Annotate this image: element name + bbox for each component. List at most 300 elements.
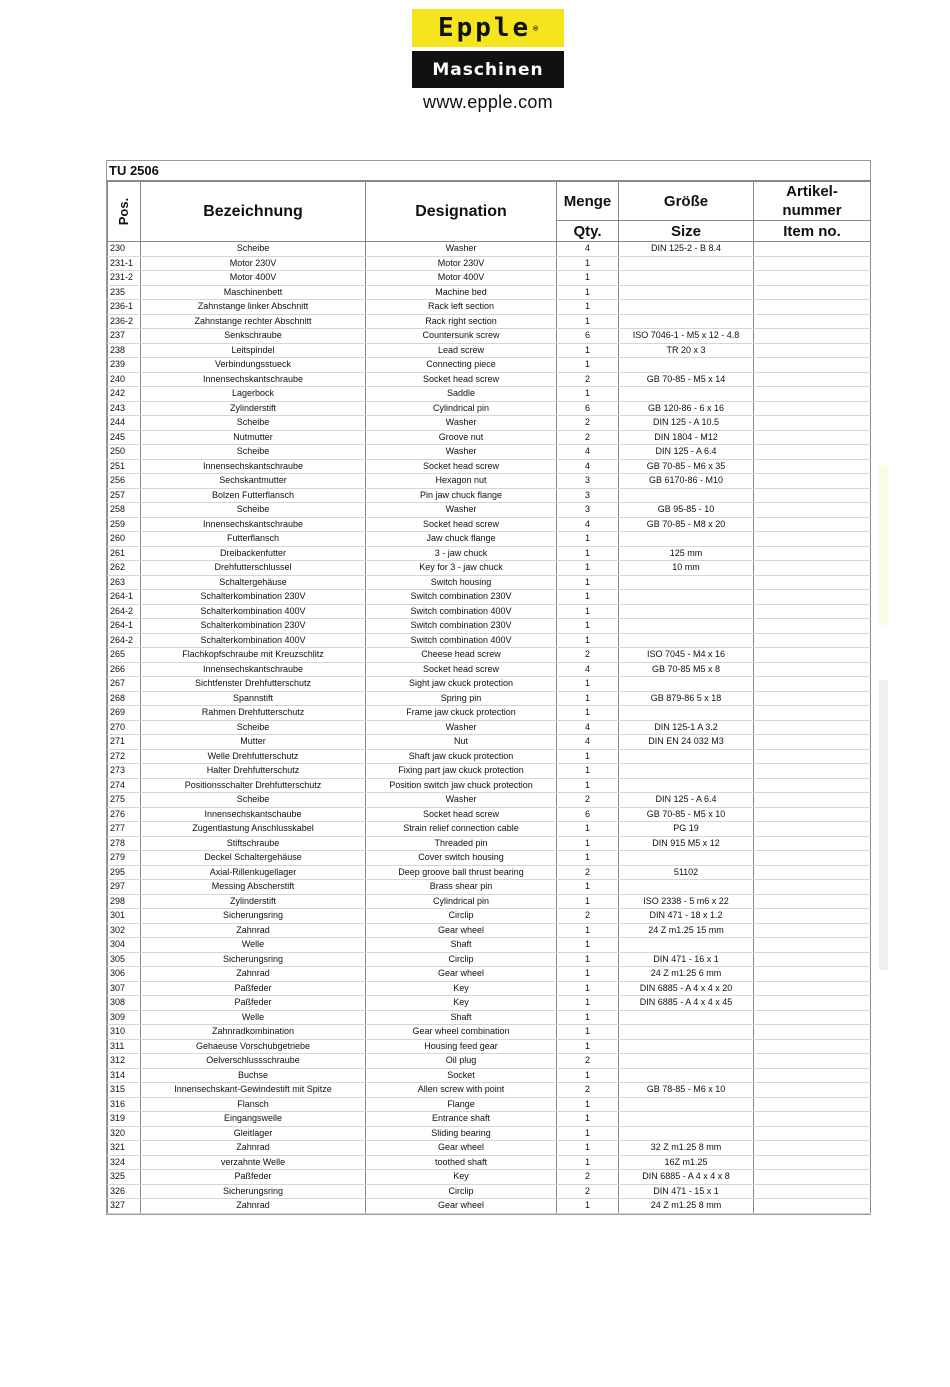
cell-designation: Switch housing (366, 575, 557, 590)
cell-item-no (754, 952, 871, 967)
table-row (108, 720, 871, 735)
cell-bezeichnung: Positionsschalter Drehfutterschutz (141, 778, 366, 793)
cell-item-no (754, 546, 871, 561)
cell-size (619, 1010, 754, 1025)
cell-pos: 266 (108, 662, 141, 677)
table-row (108, 1141, 871, 1156)
cell-item-no (754, 677, 871, 692)
cell-bezeichnung: Innensechskantschaube (141, 807, 366, 822)
table-row (108, 1184, 871, 1199)
cell-designation: Key (366, 981, 557, 996)
cell-item-no (754, 633, 871, 648)
cell-size: 24 Z m1.25 15 mm (619, 923, 754, 938)
cell-pos: 307 (108, 981, 141, 996)
cell-bezeichnung: Welle (141, 1010, 366, 1025)
cell-size: DIN 6885 - A 4 x 4 x 45 (619, 996, 754, 1011)
cell-bezeichnung: Schalterkombination 230V (141, 590, 366, 605)
cell-pos: 230 (108, 242, 141, 257)
cell-item-no (754, 401, 871, 416)
cell-pos: 273 (108, 764, 141, 779)
cell-designation: Rack left section (366, 300, 557, 315)
cell-size: ISO 7046-1 - M5 x 12 - 4.8 (619, 329, 754, 344)
cell-designation: Housing feed gear (366, 1039, 557, 1054)
cell-bezeichnung: Axial-Rillenkugellager (141, 865, 366, 880)
cell-designation: Switch combination 400V (366, 604, 557, 619)
cell-bezeichnung: Verbindungsstueck (141, 358, 366, 373)
cell-bezeichnung: Sichtfenster Drehfutterschutz (141, 677, 366, 692)
cell-pos: 277 (108, 822, 141, 837)
cell-designation: Circlip (366, 952, 557, 967)
cell-item-no (754, 285, 871, 300)
cell-size: GB 120-86 - 6 x 16 (619, 401, 754, 416)
cell-size: 51102 (619, 865, 754, 880)
table-row (108, 749, 871, 764)
cell-bezeichnung: Welle Drehfutterschutz (141, 749, 366, 764)
cell-designation: toothed shaft (366, 1155, 557, 1170)
cell-size (619, 575, 754, 590)
cell-designation: Gear wheel (366, 1199, 557, 1214)
cell-bezeichnung: Innensechskant-Gewindestift mit Spitze (141, 1083, 366, 1098)
header-menge: Menge (557, 182, 619, 221)
cell-item-no (754, 416, 871, 431)
cell-designation: Shaft jaw ckuck protection (366, 749, 557, 764)
parts-table (107, 181, 871, 1214)
cell-size: DIN EN 24 032 M3 (619, 735, 754, 750)
cell-qty: 1 (557, 300, 619, 315)
cell-pos: 236-1 (108, 300, 141, 315)
cell-bezeichnung: Scheibe (141, 445, 366, 460)
table-row (108, 503, 871, 518)
cell-pos: 251 (108, 459, 141, 474)
logo-url: www.epple.com (423, 92, 553, 112)
cell-item-no (754, 1097, 871, 1112)
cell-pos: 271 (108, 735, 141, 750)
cell-designation: Strain relief connection cable (366, 822, 557, 837)
cell-qty: 1 (557, 764, 619, 779)
cell-qty: 1 (557, 1068, 619, 1083)
cell-item-no (754, 372, 871, 387)
table-row (108, 416, 871, 431)
cell-pos: 310 (108, 1025, 141, 1040)
table-row (108, 590, 871, 605)
cell-designation: Countersunk screw (366, 329, 557, 344)
cell-bezeichnung: Oelverschlussschraube (141, 1054, 366, 1069)
cell-size (619, 1126, 754, 1141)
cell-qty: 1 (557, 836, 619, 851)
table-row (108, 300, 871, 315)
cell-item-no (754, 1039, 871, 1054)
header-size: Size (619, 221, 754, 242)
cell-designation: Pin jaw chuck flange (366, 488, 557, 503)
table-row (108, 793, 871, 808)
cell-qty: 1 (557, 996, 619, 1011)
cell-pos: 264-2 (108, 604, 141, 619)
cell-pos: 326 (108, 1184, 141, 1199)
cell-designation: Gear wheel (366, 923, 557, 938)
cell-qty: 2 (557, 1184, 619, 1199)
cell-qty: 1 (557, 851, 619, 866)
cell-size: GB 95-85 - 10 (619, 503, 754, 518)
cell-bezeichnung: Innensechskantschraube (141, 517, 366, 532)
table-row (108, 851, 871, 866)
table-row (108, 952, 871, 967)
cell-bezeichnung: Rahmen Drehfutterschutz (141, 706, 366, 721)
cell-qty: 4 (557, 735, 619, 750)
table-row (108, 604, 871, 619)
cell-pos: 238 (108, 343, 141, 358)
table-row (108, 343, 871, 358)
cell-bezeichnung: Welle (141, 938, 366, 953)
cell-pos: 267 (108, 677, 141, 692)
cell-designation: Socket head screw (366, 662, 557, 677)
cell-size (619, 1025, 754, 1040)
cell-item-no (754, 967, 871, 982)
cell-qty: 1 (557, 1025, 619, 1040)
cell-size (619, 851, 754, 866)
cell-bezeichnung: Innensechskantschraube (141, 662, 366, 677)
cell-pos: 256 (108, 474, 141, 489)
table-row (108, 1170, 871, 1185)
cell-size: 24 Z m1.25 8 mm (619, 1199, 754, 1214)
cell-bezeichnung: Schalterkombination 230V (141, 619, 366, 634)
cell-designation: Washer (366, 242, 557, 257)
cell-size (619, 749, 754, 764)
cell-designation: Switch combination 400V (366, 633, 557, 648)
cell-size (619, 358, 754, 373)
side-decoration (879, 680, 888, 970)
cell-qty: 3 (557, 488, 619, 503)
table-row (108, 314, 871, 329)
cell-qty: 1 (557, 880, 619, 895)
table-row (108, 880, 871, 895)
cell-bezeichnung: Scheibe (141, 720, 366, 735)
cell-pos: 316 (108, 1097, 141, 1112)
table-row (108, 1039, 871, 1054)
table-row (108, 372, 871, 387)
cell-item-no (754, 314, 871, 329)
parts-rows (108, 242, 871, 1214)
cell-designation: Rack right section (366, 314, 557, 329)
cell-bezeichnung: Futterflansch (141, 532, 366, 547)
cell-item-no (754, 1155, 871, 1170)
cell-item-no (754, 503, 871, 518)
cell-item-no (754, 256, 871, 271)
cell-bezeichnung: Paßfeder (141, 1170, 366, 1185)
cell-pos: 312 (108, 1054, 141, 1069)
cell-pos: 324 (108, 1155, 141, 1170)
cell-pos: 320 (108, 1126, 141, 1141)
cell-bezeichnung: Schalterkombination 400V (141, 604, 366, 619)
table-row (108, 938, 871, 953)
cell-size: DIN 471 - 18 x 1.2 (619, 909, 754, 924)
cell-pos: 239 (108, 358, 141, 373)
table-row (108, 662, 871, 677)
cell-pos: 314 (108, 1068, 141, 1083)
table-row (108, 691, 871, 706)
cell-size (619, 778, 754, 793)
cell-bezeichnung: Sicherungsring (141, 1184, 366, 1199)
cell-item-no (754, 1083, 871, 1098)
cell-pos: 258 (108, 503, 141, 518)
cell-bezeichnung: Scheibe (141, 793, 366, 808)
cell-qty: 1 (557, 590, 619, 605)
cell-item-no (754, 764, 871, 779)
cell-item-no (754, 648, 871, 663)
table-row (108, 242, 871, 257)
cell-designation: Circlip (366, 1184, 557, 1199)
cell-pos: 269 (108, 706, 141, 721)
cell-item-no (754, 329, 871, 344)
cell-item-no (754, 604, 871, 619)
cell-qty: 1 (557, 633, 619, 648)
cell-pos: 270 (108, 720, 141, 735)
cell-item-no (754, 735, 871, 750)
cell-designation: Position switch jaw chuck protection (366, 778, 557, 793)
table-row (108, 387, 871, 402)
cell-size (619, 271, 754, 286)
cell-item-no (754, 662, 871, 677)
cell-pos: 262 (108, 561, 141, 576)
table-row (108, 648, 871, 663)
cell-pos: 295 (108, 865, 141, 880)
cell-qty: 2 (557, 372, 619, 387)
cell-bezeichnung: Flachkopfschraube mit Kreuzschlitz (141, 648, 366, 663)
cell-item-no (754, 459, 871, 474)
cell-designation: Shaft (366, 938, 557, 953)
cell-designation: Key (366, 1170, 557, 1185)
cell-qty: 1 (557, 1141, 619, 1156)
cell-qty: 1 (557, 967, 619, 982)
cell-size (619, 285, 754, 300)
cell-size: DIN 125-2 - B 8.4 (619, 242, 754, 257)
cell-item-no (754, 430, 871, 445)
cell-size: PG 19 (619, 822, 754, 837)
cell-item-no (754, 923, 871, 938)
cell-pos: 257 (108, 488, 141, 503)
cell-designation: Socket head screw (366, 807, 557, 822)
cell-size: GB 70-85 - M5 x 10 (619, 807, 754, 822)
header-artikel-line2: nummer (782, 202, 842, 219)
cell-designation: Washer (366, 793, 557, 808)
cell-qty: 1 (557, 894, 619, 909)
table-row (108, 517, 871, 532)
cell-qty: 6 (557, 401, 619, 416)
table-row (108, 575, 871, 590)
cell-bezeichnung: Zahnstange linker Abschnitt (141, 300, 366, 315)
cell-designation: Flange (366, 1097, 557, 1112)
table-row (108, 430, 871, 445)
header-groesse: Größe (619, 182, 754, 221)
cell-pos: 274 (108, 778, 141, 793)
cell-size (619, 314, 754, 329)
parts-list (106, 160, 871, 1215)
table-row (108, 256, 871, 271)
epple-logo (412, 9, 564, 113)
cell-bezeichnung: Zahnrad (141, 1199, 366, 1214)
table-row (108, 981, 871, 996)
cell-size (619, 1039, 754, 1054)
cell-pos: 308 (108, 996, 141, 1011)
logo-registered: ® (533, 23, 539, 33)
cell-pos: 306 (108, 967, 141, 982)
cell-bezeichnung: Buchse (141, 1068, 366, 1083)
table-row (108, 459, 871, 474)
cell-item-no (754, 445, 871, 460)
cell-size: DIN 471 - 15 x 1 (619, 1184, 754, 1199)
cell-designation: Socket head screw (366, 517, 557, 532)
table-row (108, 271, 871, 286)
table-row (108, 1025, 871, 1040)
cell-designation: Cover switch housing (366, 851, 557, 866)
cell-designation: Socket (366, 1068, 557, 1083)
logo-brand-box (412, 9, 564, 47)
cell-qty: 4 (557, 662, 619, 677)
cell-bezeichnung: Zahnrad (141, 923, 366, 938)
cell-bezeichnung: Drehfutterschlussel (141, 561, 366, 576)
cell-pos: 261 (108, 546, 141, 561)
cell-size: DIN 915 M5 x 12 (619, 836, 754, 851)
cell-size: GB 70-85 - M6 x 35 (619, 459, 754, 474)
cell-qty: 4 (557, 242, 619, 257)
cell-bezeichnung: Zahnradkombination (141, 1025, 366, 1040)
cell-bezeichnung: Eingangswelle (141, 1112, 366, 1127)
cell-pos: 301 (108, 909, 141, 924)
cell-designation: Cylindrical pin (366, 401, 557, 416)
cell-qty: 1 (557, 749, 619, 764)
cell-designation: Socket head screw (366, 459, 557, 474)
cell-qty: 1 (557, 604, 619, 619)
table-row (108, 894, 871, 909)
cell-pos: 264-1 (108, 590, 141, 605)
cell-item-no (754, 865, 871, 880)
table-row (108, 285, 871, 300)
cell-qty: 2 (557, 430, 619, 445)
cell-designation: Key (366, 996, 557, 1011)
cell-size: DIN 6885 - A 4 x 4 x 20 (619, 981, 754, 996)
cell-size (619, 1054, 754, 1069)
cell-item-no (754, 488, 871, 503)
table-row (108, 532, 871, 547)
cell-item-no (754, 793, 871, 808)
cell-item-no (754, 532, 871, 547)
cell-item-no (754, 996, 871, 1011)
cell-pos: 243 (108, 401, 141, 416)
cell-bezeichnung: Maschinenbett (141, 285, 366, 300)
cell-pos: 235 (108, 285, 141, 300)
cell-designation: Connecting piece (366, 358, 557, 373)
cell-item-no (754, 749, 871, 764)
cell-size: 16Z m1.25 (619, 1155, 754, 1170)
cell-qty: 1 (557, 285, 619, 300)
cell-item-no (754, 836, 871, 851)
cell-item-no (754, 691, 871, 706)
cell-designation: Threaded pin (366, 836, 557, 851)
cell-designation: Washer (366, 416, 557, 431)
cell-qty: 6 (557, 329, 619, 344)
cell-size: GB 70-85 - M5 x 14 (619, 372, 754, 387)
cell-pos: 236-2 (108, 314, 141, 329)
header-qty: Qty. (557, 221, 619, 242)
cell-bezeichnung: Zylinderstift (141, 894, 366, 909)
cell-bezeichnung: Mutter (141, 735, 366, 750)
table-row (108, 1010, 871, 1025)
cell-pos: 305 (108, 952, 141, 967)
cell-item-no (754, 1170, 871, 1185)
cell-pos: 319 (108, 1112, 141, 1127)
cell-item-no (754, 271, 871, 286)
cell-size (619, 300, 754, 315)
cell-bezeichnung: Leitspindel (141, 343, 366, 358)
table-row (108, 909, 871, 924)
cell-pos: 279 (108, 851, 141, 866)
table-row (108, 1126, 871, 1141)
logo-tagline: Maschinen (412, 51, 564, 88)
cell-bezeichnung: Gleitlager (141, 1126, 366, 1141)
cell-item-no (754, 1126, 871, 1141)
cell-size (619, 604, 754, 619)
cell-item-no (754, 343, 871, 358)
cell-designation: Deep groove ball thrust bearing (366, 865, 557, 880)
table-row (108, 358, 871, 373)
cell-qty: 2 (557, 1170, 619, 1185)
cell-item-no (754, 474, 871, 489)
cell-qty: 1 (557, 938, 619, 953)
cell-designation: Gear wheel combination (366, 1025, 557, 1040)
cell-qty: 1 (557, 1097, 619, 1112)
cell-pos: 327 (108, 1199, 141, 1214)
table-row (108, 967, 871, 982)
cell-item-no (754, 1010, 871, 1025)
cell-pos: 260 (108, 532, 141, 547)
cell-size: GB 6170-86 - M10 (619, 474, 754, 489)
cell-item-no (754, 242, 871, 257)
cell-item-no (754, 938, 871, 953)
cell-qty: 2 (557, 865, 619, 880)
cell-item-no (754, 619, 871, 634)
cell-bezeichnung: Deckel Schaltergehäuse (141, 851, 366, 866)
table-row (108, 1112, 871, 1127)
cell-designation: Brass shear pin (366, 880, 557, 895)
cell-item-no (754, 1112, 871, 1127)
cell-designation: Hexagon nut (366, 474, 557, 489)
cell-size (619, 590, 754, 605)
cell-size (619, 1097, 754, 1112)
cell-qty: 1 (557, 271, 619, 286)
cell-item-no (754, 807, 871, 822)
cell-bezeichnung: Motor 400V (141, 271, 366, 286)
cell-bezeichnung: Scheibe (141, 503, 366, 518)
cell-pos: 309 (108, 1010, 141, 1025)
cell-qty: 2 (557, 648, 619, 663)
cell-size: GB 879-86 5 x 18 (619, 691, 754, 706)
cell-designation: Circlip (366, 909, 557, 924)
cell-item-no (754, 1054, 871, 1069)
cell-designation: Frame jaw ckuck protection (366, 706, 557, 721)
cell-designation: Entrance shaft (366, 1112, 557, 1127)
cell-pos: 245 (108, 430, 141, 445)
cell-designation: Washer (366, 720, 557, 735)
cell-designation: Saddle (366, 387, 557, 402)
cell-item-no (754, 894, 871, 909)
cell-bezeichnung: Lagerbock (141, 387, 366, 402)
cell-pos: 263 (108, 575, 141, 590)
cell-item-no (754, 1141, 871, 1156)
cell-pos: 264-1 (108, 619, 141, 634)
table-row (108, 923, 871, 938)
cell-size: DIN 125 - A 6.4 (619, 793, 754, 808)
cell-item-no (754, 590, 871, 605)
header-pos: Pos. (108, 182, 141, 242)
